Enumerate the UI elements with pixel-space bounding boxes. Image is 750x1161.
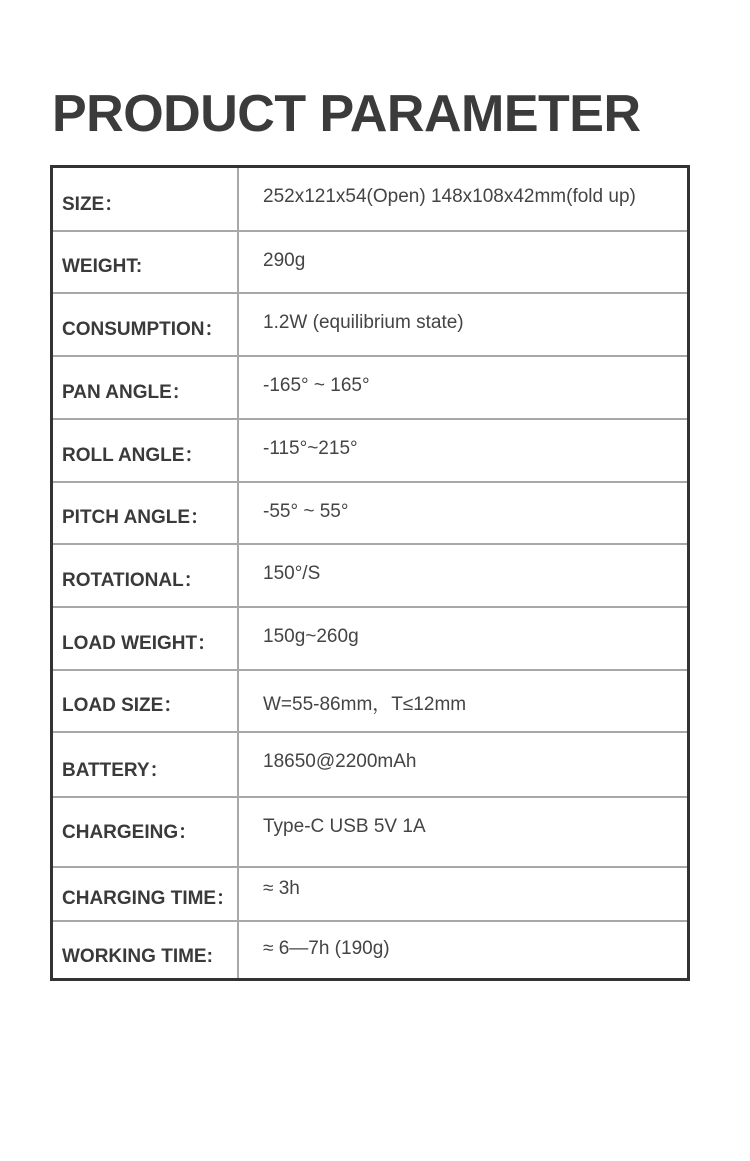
row-label: ROTATIONAL： <box>53 545 239 606</box>
table-row <box>53 543 687 606</box>
row-label: CHARGEING： <box>53 798 239 866</box>
row-label: SIZE： <box>53 168 239 230</box>
table-row <box>53 606 687 669</box>
row-value: W=55-86mm，T≤12mm <box>263 694 467 715</box>
row-label: ROLL ANGLE： <box>53 420 239 481</box>
table-row <box>53 355 687 418</box>
parameter-table <box>50 165 690 981</box>
row-value: Type-C USB 5V 1A <box>263 816 426 837</box>
table-row <box>53 669 687 731</box>
row-value: 18650@2200mAh <box>263 751 417 772</box>
table-row <box>53 481 687 543</box>
row-label: BATTERY： <box>53 733 239 796</box>
table-row <box>53 866 687 920</box>
table-row <box>53 168 687 230</box>
row-label: PITCH ANGLE： <box>53 483 239 543</box>
row-value: -165° ~ 165° <box>263 375 370 396</box>
row-value: ≈ 3h <box>263 878 300 899</box>
row-value: ≈ 6—7h (190g) <box>263 938 390 959</box>
row-value: 290g <box>263 250 306 271</box>
table-row <box>53 796 687 866</box>
table-row <box>53 230 687 292</box>
row-label: WORKING TIME: <box>53 922 239 978</box>
row-value: 150g~260g <box>263 626 359 647</box>
table-row <box>53 920 687 978</box>
row-label: CHARGING TIME： <box>53 868 239 920</box>
row-value: -115°~215° <box>263 438 358 459</box>
page-title: PRODUCT PARAMETER <box>52 85 641 143</box>
row-label: CONSUMPTION： <box>53 294 239 355</box>
row-value: 1.2W (equilibrium state) <box>263 312 464 333</box>
table-row <box>53 418 687 481</box>
table-row <box>53 292 687 355</box>
row-value: 150°/S <box>263 563 321 584</box>
row-label: PAN ANGLE： <box>53 357 239 418</box>
row-value: -55° ~ 55° <box>263 501 349 522</box>
row-value: 252x121x54(Open) 148x108x42mm(fold up) <box>263 186 636 207</box>
table-row <box>53 731 687 796</box>
row-label: WEIGHT: <box>53 232 239 292</box>
row-label: LOAD WEIGHT： <box>53 608 239 669</box>
row-label: LOAD SIZE： <box>53 671 239 731</box>
